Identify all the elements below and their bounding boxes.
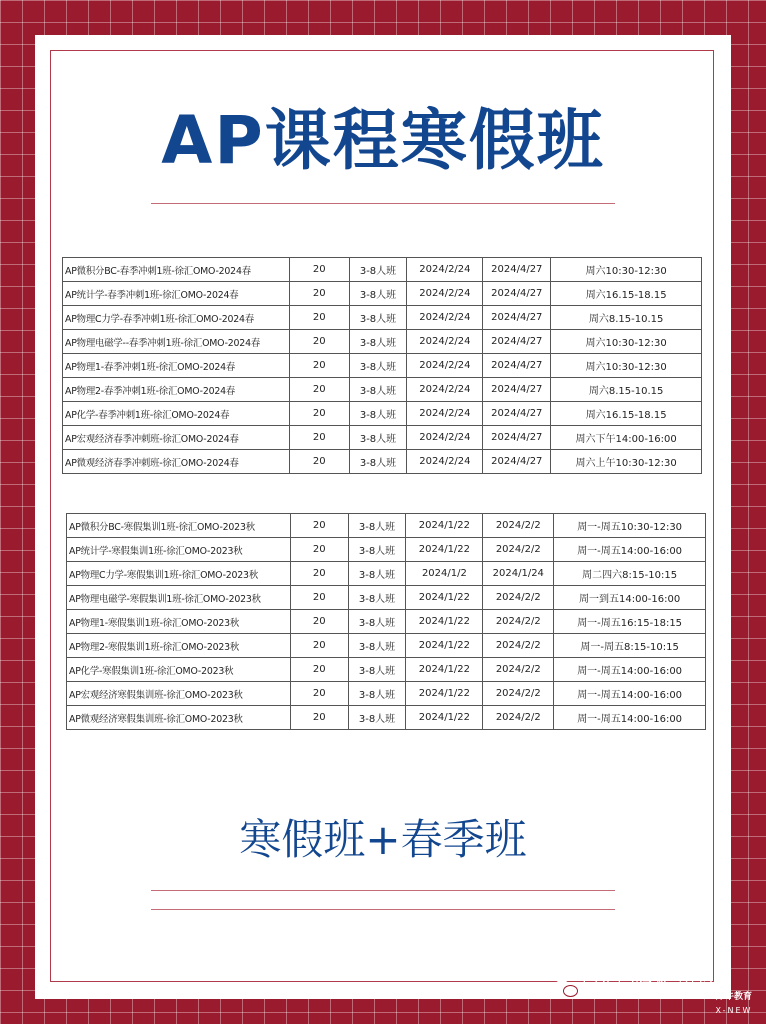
poster-card xyxy=(35,35,731,999)
course-name-cell: AP统计学-春季冲刺1班-徐汇OMO-2024春 xyxy=(63,282,290,306)
class-size-cell: 3-8人班 xyxy=(348,658,406,682)
class-size-cell: 3-8人班 xyxy=(348,682,406,706)
class-size-cell: 3-8人班 xyxy=(349,426,407,450)
hours-cell: 20 xyxy=(289,258,349,282)
table-row xyxy=(63,306,702,330)
hours-cell: 20 xyxy=(290,538,348,562)
hours-cell: 20 xyxy=(290,562,348,586)
schedule-time-cell: 周六16.15-18.15 xyxy=(551,282,702,306)
end-date-cell: 2024/4/27 xyxy=(483,354,551,378)
start-date-cell: 2024/2/24 xyxy=(407,426,483,450)
start-date-cell: 2024/1/2 xyxy=(406,562,483,586)
subtitle: 寒假班+春季班 xyxy=(239,815,527,864)
class-size-cell: 3-8人班 xyxy=(349,330,407,354)
start-date-cell: 2024/1/22 xyxy=(406,514,483,538)
hours-cell: 20 xyxy=(289,330,349,354)
course-name-cell: AP物理1-春季冲刺1班-徐汇OMO-2024春 xyxy=(63,354,290,378)
end-date-cell: 2024/4/27 xyxy=(483,258,551,282)
schedule-time-cell: 周六16.15-18.15 xyxy=(551,402,702,426)
schedule-time-cell: 周二四六8:15-10:15 xyxy=(554,562,706,586)
end-date-cell: 2024/4/27 xyxy=(483,330,551,354)
table-row xyxy=(63,450,702,474)
hours-cell: 20 xyxy=(290,586,348,610)
schedule-time-cell: 周一-周五16:15-18:15 xyxy=(554,610,706,634)
table-row xyxy=(67,706,706,730)
table-row xyxy=(63,354,702,378)
winter-schedule-table xyxy=(66,513,706,730)
class-size-cell: 3-8人班 xyxy=(349,306,407,330)
table-row xyxy=(67,634,706,658)
start-date-cell: 2024/2/24 xyxy=(407,258,483,282)
start-date-cell: 2024/2/24 xyxy=(407,354,483,378)
start-date-cell: 2024/2/24 xyxy=(407,306,483,330)
hours-cell: 20 xyxy=(290,658,348,682)
logo-tagline: X-NEW xyxy=(715,1006,753,1015)
course-name-cell: AP物理电磁学-寒假集训1班-徐汇OMO-2023秋 xyxy=(67,586,291,610)
schedule-time-cell: 周一-周五8:15-10:15 xyxy=(554,634,706,658)
table-row xyxy=(67,562,706,586)
hours-cell: 20 xyxy=(290,610,348,634)
schedule-time-cell: 周一到五14:00-16:00 xyxy=(554,586,706,610)
table-row xyxy=(67,586,706,610)
class-size-cell: 3-8人班 xyxy=(349,450,407,474)
end-date-cell: 2024/2/2 xyxy=(483,586,554,610)
hours-cell: 20 xyxy=(289,354,349,378)
course-name-cell: AP微积分BC-寒假集训1班-徐汇OMO-2023秋 xyxy=(67,514,291,538)
end-date-cell: 2024/2/2 xyxy=(483,682,554,706)
end-date-cell: 2024/4/27 xyxy=(483,402,551,426)
spring-table-body xyxy=(63,258,702,474)
hours-cell: 20 xyxy=(289,450,349,474)
hours-cell: 20 xyxy=(289,306,349,330)
hours-cell: 20 xyxy=(290,682,348,706)
schedule-time-cell: 周一-周五14:00-16:00 xyxy=(554,538,706,562)
class-size-cell: 3-8人班 xyxy=(349,402,407,426)
start-date-cell: 2024/2/24 xyxy=(407,330,483,354)
watermark-text: 犀牛国际教育培训 xyxy=(581,979,725,1000)
wechat-icon xyxy=(555,980,577,996)
class-size-cell: 3-8人班 xyxy=(348,706,406,730)
course-name-cell: AP宏观经济春季冲刺班-徐汇OMO-2024春 xyxy=(63,426,290,450)
class-size-cell: 3-8人班 xyxy=(348,610,406,634)
schedule-time-cell: 周六下午14:00-16:00 xyxy=(551,426,702,450)
end-date-cell: 2024/2/2 xyxy=(483,634,554,658)
schedule-time-cell: 周一-周五10:30-12:30 xyxy=(554,514,706,538)
spring-schedule-table xyxy=(62,257,702,474)
table-row xyxy=(63,426,702,450)
end-date-cell: 2024/4/27 xyxy=(483,306,551,330)
brand-logo xyxy=(706,990,762,1022)
schedule-time-cell: 周六10:30-12:30 xyxy=(551,258,702,282)
course-name-cell: AP化学-春季冲刺1班-徐汇OMO-2024春 xyxy=(63,402,290,426)
subtitle-divider-bottom xyxy=(151,909,615,910)
schedule-time-cell: 周六10:30-12:30 xyxy=(551,330,702,354)
table-row xyxy=(63,378,702,402)
hours-cell: 20 xyxy=(290,634,348,658)
end-date-cell: 2024/4/27 xyxy=(483,282,551,306)
course-name-cell: AP物理2-春季冲刺1班-徐汇OMO-2024春 xyxy=(63,378,290,402)
title-divider xyxy=(151,203,615,204)
schedule-time-cell: 周六10:30-12:30 xyxy=(551,354,702,378)
hours-cell: 20 xyxy=(289,402,349,426)
schedule-time-cell: 周六8.15-10.15 xyxy=(551,378,702,402)
course-name-cell: AP物理电磁学--春季冲刺1班-徐汇OMO-2024春 xyxy=(63,330,290,354)
course-name-cell: AP物理C力学-寒假集训1班-徐汇OMO-2023秋 xyxy=(67,562,291,586)
table-row xyxy=(67,610,706,634)
schedule-time-cell: 周一-周五14:00-16:00 xyxy=(554,682,706,706)
schedule-time-cell: 周六上午10:30-12:30 xyxy=(551,450,702,474)
class-size-cell: 3-8人班 xyxy=(348,562,406,586)
hours-cell: 20 xyxy=(290,514,348,538)
table-row xyxy=(63,402,702,426)
winter-table-body xyxy=(67,514,706,730)
course-name-cell: AP物理C力学-春季冲刺1班-徐汇OMO-2024春 xyxy=(63,306,290,330)
table-row xyxy=(67,658,706,682)
class-size-cell: 3-8人班 xyxy=(348,634,406,658)
end-date-cell: 2024/1/24 xyxy=(483,562,554,586)
course-name-cell: AP宏观经济寒假集训班-徐汇OMO-2023秋 xyxy=(67,682,291,706)
course-name-cell: AP微观经济春季冲刺班-徐汇OMO-2024春 xyxy=(63,450,290,474)
start-date-cell: 2024/1/22 xyxy=(406,610,483,634)
class-size-cell: 3-8人班 xyxy=(349,378,407,402)
table-row xyxy=(67,538,706,562)
class-size-cell: 3-8人班 xyxy=(348,514,406,538)
table-row xyxy=(67,682,706,706)
class-size-cell: 3-8人班 xyxy=(349,354,407,378)
logo-name: 犀牛教育 xyxy=(715,992,752,1002)
hours-cell: 20 xyxy=(289,282,349,306)
course-name-cell: AP物理1-寒假集训1班-徐汇OMO-2023秋 xyxy=(67,610,291,634)
course-name-cell: AP微积分BC-春季冲刺1班-徐汇OMO-2024春 xyxy=(63,258,290,282)
table-row xyxy=(63,258,702,282)
subtitle-divider-top xyxy=(151,890,615,891)
start-date-cell: 2024/1/22 xyxy=(406,586,483,610)
start-date-cell: 2024/1/22 xyxy=(406,538,483,562)
course-name-cell: AP微观经济寒假集训班-徐汇OMO-2023秋 xyxy=(67,706,291,730)
start-date-cell: 2024/2/24 xyxy=(407,378,483,402)
start-date-cell: 2024/2/24 xyxy=(407,282,483,306)
schedule-time-cell: 周一-周五14:00-16:00 xyxy=(554,658,706,682)
class-size-cell: 3-8人班 xyxy=(349,258,407,282)
start-date-cell: 2024/1/22 xyxy=(406,682,483,706)
end-date-cell: 2024/2/2 xyxy=(483,610,554,634)
end-date-cell: 2024/2/2 xyxy=(483,514,554,538)
page-title: AP课程寒假班 xyxy=(161,102,605,179)
end-date-cell: 2024/4/27 xyxy=(483,426,551,450)
course-name-cell: AP物理2-寒假集训1班-徐汇OMO-2023秋 xyxy=(67,634,291,658)
start-date-cell: 2024/1/22 xyxy=(406,706,483,730)
end-date-cell: 2024/4/27 xyxy=(483,378,551,402)
course-name-cell: AP统计学-寒假集训1班-徐汇OMO-2023秋 xyxy=(67,538,291,562)
hours-cell: 20 xyxy=(289,378,349,402)
end-date-cell: 2024/2/2 xyxy=(483,538,554,562)
end-date-cell: 2024/4/27 xyxy=(483,450,551,474)
hours-cell: 20 xyxy=(289,426,349,450)
class-size-cell: 3-8人班 xyxy=(348,586,406,610)
start-date-cell: 2024/1/22 xyxy=(406,634,483,658)
course-name-cell: AP化学-寒假集训1班-徐汇OMO-2023秋 xyxy=(67,658,291,682)
wechat-watermark xyxy=(555,975,725,1001)
hours-cell: 20 xyxy=(290,706,348,730)
end-date-cell: 2024/2/2 xyxy=(483,706,554,730)
class-size-cell: 3-8人班 xyxy=(348,538,406,562)
schedule-time-cell: 周六8.15-10.15 xyxy=(551,306,702,330)
start-date-cell: 2024/2/24 xyxy=(407,450,483,474)
table-row xyxy=(63,330,702,354)
table-row xyxy=(67,514,706,538)
start-date-cell: 2024/1/22 xyxy=(406,658,483,682)
end-date-cell: 2024/2/2 xyxy=(483,658,554,682)
schedule-time-cell: 周一-周五14:00-16:00 xyxy=(554,706,706,730)
start-date-cell: 2024/2/24 xyxy=(407,402,483,426)
class-size-cell: 3-8人班 xyxy=(349,282,407,306)
table-row xyxy=(63,282,702,306)
